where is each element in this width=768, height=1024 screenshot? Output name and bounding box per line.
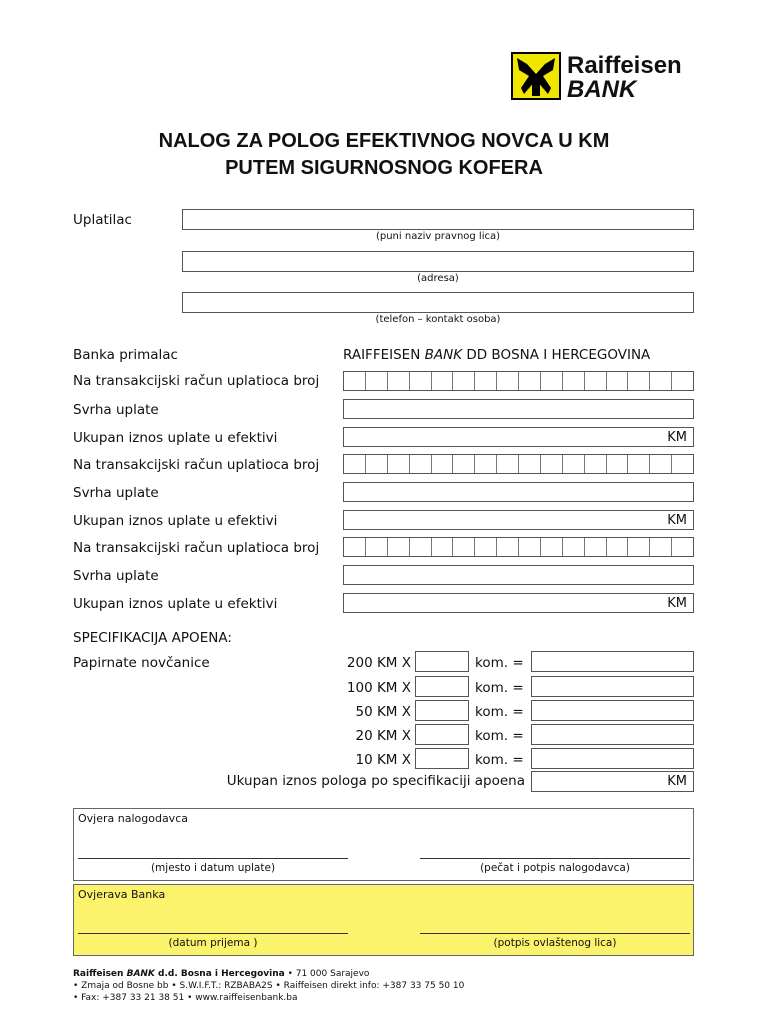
client-date-hint: (mjesto i datum uplate) (150, 862, 276, 874)
denomination-unit: kom. = (475, 728, 524, 744)
bank-value-prefix: RAIFFEISEN (343, 347, 425, 363)
logo-text-raiffeisen: Raiffeisen (567, 52, 682, 79)
amount-label: Ukupan iznos uplate u efektivi (73, 430, 278, 446)
footer-city: • 71 000 Sarajevo (284, 969, 370, 979)
payer-address-hint: (adresa) (417, 273, 459, 284)
denomination-amount-field[interactable] (531, 748, 694, 769)
purpose-label: Svrha uplate (73, 402, 159, 418)
bank-date-hint: (datum prijema ) (168, 937, 258, 949)
spec-total-currency: KM (667, 774, 687, 789)
denomination-count-field[interactable] (415, 724, 469, 745)
footer-line3: • Fax: +387 33 21 38 51 • www.raiffeisenbank.ba (73, 993, 298, 1003)
client-stamp-signature-line[interactable] (420, 858, 690, 859)
account-label: Na transakcijski račun uplatioca broj (73, 540, 320, 556)
footer-company-bold: Raiffeisen (73, 969, 127, 979)
denomination-unit: kom. = (475, 704, 524, 720)
bank-logo (511, 52, 561, 100)
bank-date-signature-line[interactable] (78, 933, 348, 934)
purpose-field[interactable] (343, 482, 694, 502)
amount-field[interactable] (343, 427, 694, 447)
denomination-amount-field[interactable] (531, 676, 694, 697)
payer-name-hint: (puni naziv pravnog lica) (375, 231, 501, 242)
bank-label: Banka primalac (73, 347, 178, 363)
payer-label: Uplatilac (73, 212, 132, 228)
denomination-count-field[interactable] (415, 748, 469, 769)
amount-field[interactable] (343, 510, 694, 530)
client-date-signature-line[interactable] (78, 858, 348, 859)
denomination-unit: kom. = (475, 680, 524, 696)
denomination-amount-field[interactable] (531, 724, 694, 745)
account-number-cells[interactable] (343, 537, 694, 557)
denomination-label: 20 KM X (355, 728, 411, 744)
client-verification-heading: Ovjera nalogodavca (78, 812, 188, 825)
footer-company-rest: d.d. Bosna i Hercegovina (154, 969, 285, 979)
spec-total-field[interactable] (531, 771, 694, 792)
form-title-line1: NALOG ZA POLOG EFEKTIVNOG NOVCA U KM (158, 130, 610, 152)
bank-value (343, 347, 650, 363)
amount-currency: KM (667, 513, 687, 528)
logo-text-bank: BANK (567, 76, 637, 103)
raiffeisen-gable-cross-icon (511, 52, 561, 100)
amount-label: Ukupan iznos uplate u efektivi (73, 596, 278, 612)
spec-type-label: Papirnate novčanice (73, 655, 210, 671)
client-stamp-hint: (pečat i potpis nalogodavca) (480, 862, 630, 874)
bank-verification-heading: Ovjerava Banka (78, 888, 166, 901)
payer-phone-field[interactable] (182, 292, 694, 313)
denomination-unit: kom. = (475, 655, 524, 671)
denomination-label: 100 KM X (346, 680, 411, 696)
amount-label: Ukupan iznos uplate u efektivi (73, 513, 278, 529)
purpose-field[interactable] (343, 399, 694, 419)
footer-line2: • Zmaja od Bosne bb • S.W.I.F.T.: RZBABA2S • Raiffeisen direkt info: +387 33 75 50 10 (73, 981, 465, 991)
bank-value-italic: BANK (424, 347, 463, 363)
payer-address-field[interactable] (182, 251, 694, 272)
amount-field[interactable] (343, 593, 694, 613)
denomination-count-field[interactable] (415, 676, 469, 697)
denomination-count-field[interactable] (415, 700, 469, 721)
denomination-label: 200 KM X (346, 655, 411, 671)
denomination-amount-field[interactable] (531, 700, 694, 721)
spec-heading: SPECIFIKACIJA APOENA: (73, 630, 232, 646)
bank-signature-hint: (potpis ovlaštenog lica) (493, 937, 617, 949)
account-label: Na transakcijski račun uplatioca broj (73, 457, 320, 473)
account-number-cells[interactable] (343, 371, 694, 391)
denomination-count-field[interactable] (415, 651, 469, 672)
account-number-cells[interactable] (343, 454, 694, 474)
payer-phone-hint: (telefon – kontakt osoba) (375, 314, 501, 325)
amount-currency: KM (667, 596, 687, 611)
denomination-amount-field[interactable] (531, 651, 694, 672)
footer-line1 (73, 968, 464, 980)
bank-value-suffix: DD BOSNA I HERCEGOVINA (462, 347, 651, 363)
purpose-field[interactable] (343, 565, 694, 585)
amount-currency: KM (667, 430, 687, 445)
spec-total-label: Ukupan iznos pologa po specifikaciji apoena (226, 773, 525, 789)
denomination-label: 10 KM X (355, 752, 411, 768)
bank-signature-line[interactable] (420, 933, 690, 934)
form-title-line2: PUTEM SIGURNOSNOG KOFERA (225, 157, 543, 179)
denomination-unit: kom. = (475, 752, 524, 768)
purpose-label: Svrha uplate (73, 568, 159, 584)
footer-company-italic: BANK (126, 969, 155, 979)
payer-name-field[interactable] (182, 209, 694, 230)
denomination-label: 50 KM X (355, 704, 411, 720)
account-label: Na transakcijski račun uplatioca broj (73, 373, 320, 389)
footer (73, 968, 464, 1004)
purpose-label: Svrha uplate (73, 485, 159, 501)
